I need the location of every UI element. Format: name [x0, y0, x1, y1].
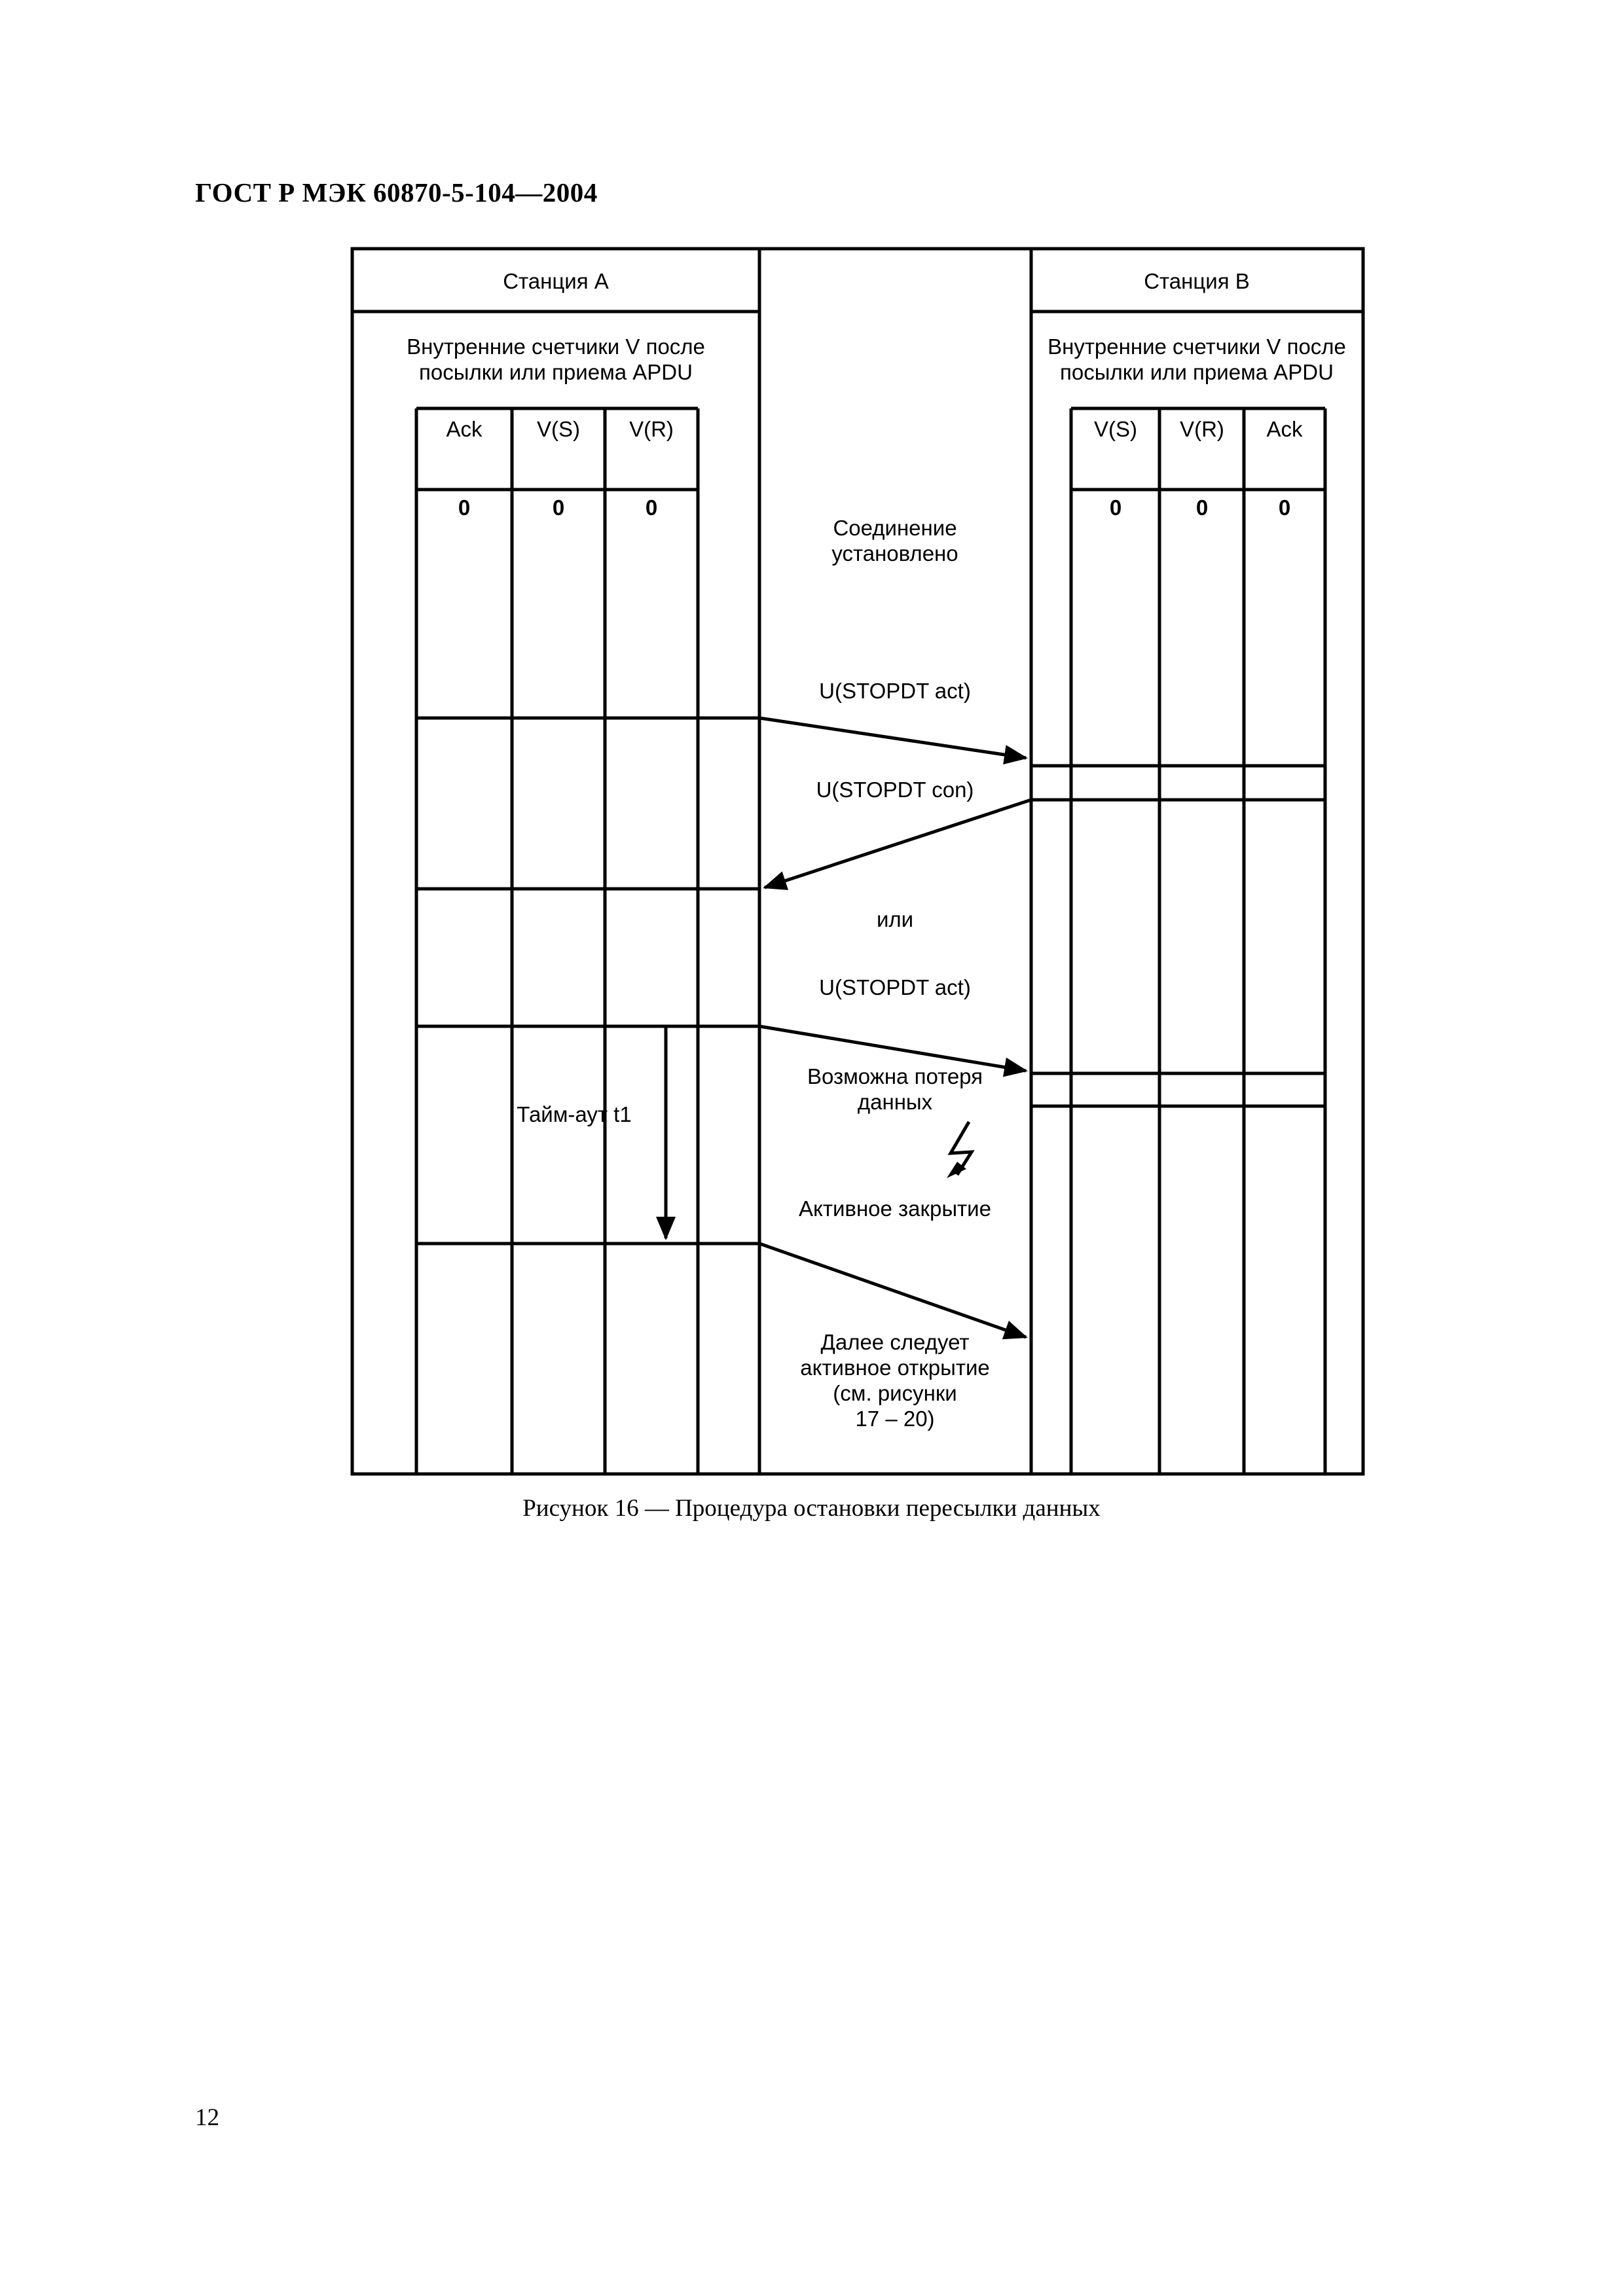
label-timeout: Тайм-аут t1	[517, 1102, 632, 1126]
label-possible-loss-line2: данных	[857, 1090, 933, 1114]
page-number: 12	[195, 2104, 219, 2131]
label-next-line4: 17 – 20)	[855, 1407, 935, 1431]
arrow-active-close	[759, 1244, 1026, 1337]
station-b-counters-title-line1: Внутренние счетчики V после	[1048, 334, 1346, 359]
station-b-counters-title-line2: посылки или приема APDU	[1060, 360, 1334, 384]
station-b-title: Станция В	[1144, 269, 1250, 293]
arrow-stopdt-con	[765, 800, 1031, 888]
figure-caption: Рисунок 16 — Процедура остановки пересылки данных	[522, 1495, 1101, 1522]
station-b-col-vr: V(R)	[1180, 417, 1224, 441]
label-active-close: Активное закрытие	[799, 1196, 991, 1221]
station-b-vr-value: 0	[1195, 495, 1209, 520]
station-a-title: Станция А	[503, 269, 609, 293]
label-stopdt-act-2: U(STOPDT act)	[819, 975, 971, 999]
station-b-col-ack: Ack	[1266, 417, 1303, 441]
station-a-col-vs: V(S)	[537, 417, 580, 441]
label-next-line1: Далее следует	[820, 1330, 970, 1354]
label-next-line2: активное открытие	[800, 1355, 990, 1380]
station-a-ack-value: 0	[458, 495, 471, 520]
station-a-col-ack: Ack	[446, 417, 483, 441]
station-b-ack-value: 0	[1278, 495, 1291, 520]
station-a-counters-title-line2: посылки или приема APDU	[419, 360, 693, 384]
station-a-counters-title-line1: Внутренние счетчики V после	[407, 334, 705, 359]
station-a-col-vr: V(R)	[629, 417, 674, 441]
document-header: ГОСТ Р МЭК 60870-5-104—2004	[195, 177, 598, 207]
lightning-icon	[947, 1122, 972, 1178]
label-connection-line1: Соединение	[833, 516, 957, 540]
station-a-vr-value: 0	[645, 495, 658, 520]
label-possible-loss-line1: Возможна потеря	[807, 1064, 983, 1088]
label-next-line3: (см. рисунки	[833, 1381, 957, 1405]
station-b-col-vs: V(S)	[1094, 417, 1137, 441]
label-stopdt-act-1: U(STOPDT act)	[819, 679, 971, 703]
label-connection-line2: установлено	[831, 541, 958, 565]
station-a-vs-value: 0	[552, 495, 565, 520]
station-b-vs-value: 0	[1109, 495, 1122, 520]
label-or: или	[876, 907, 914, 931]
arrow-stopdt-act-1	[759, 718, 1026, 758]
label-stopdt-con: U(STOPDT con)	[816, 778, 974, 802]
